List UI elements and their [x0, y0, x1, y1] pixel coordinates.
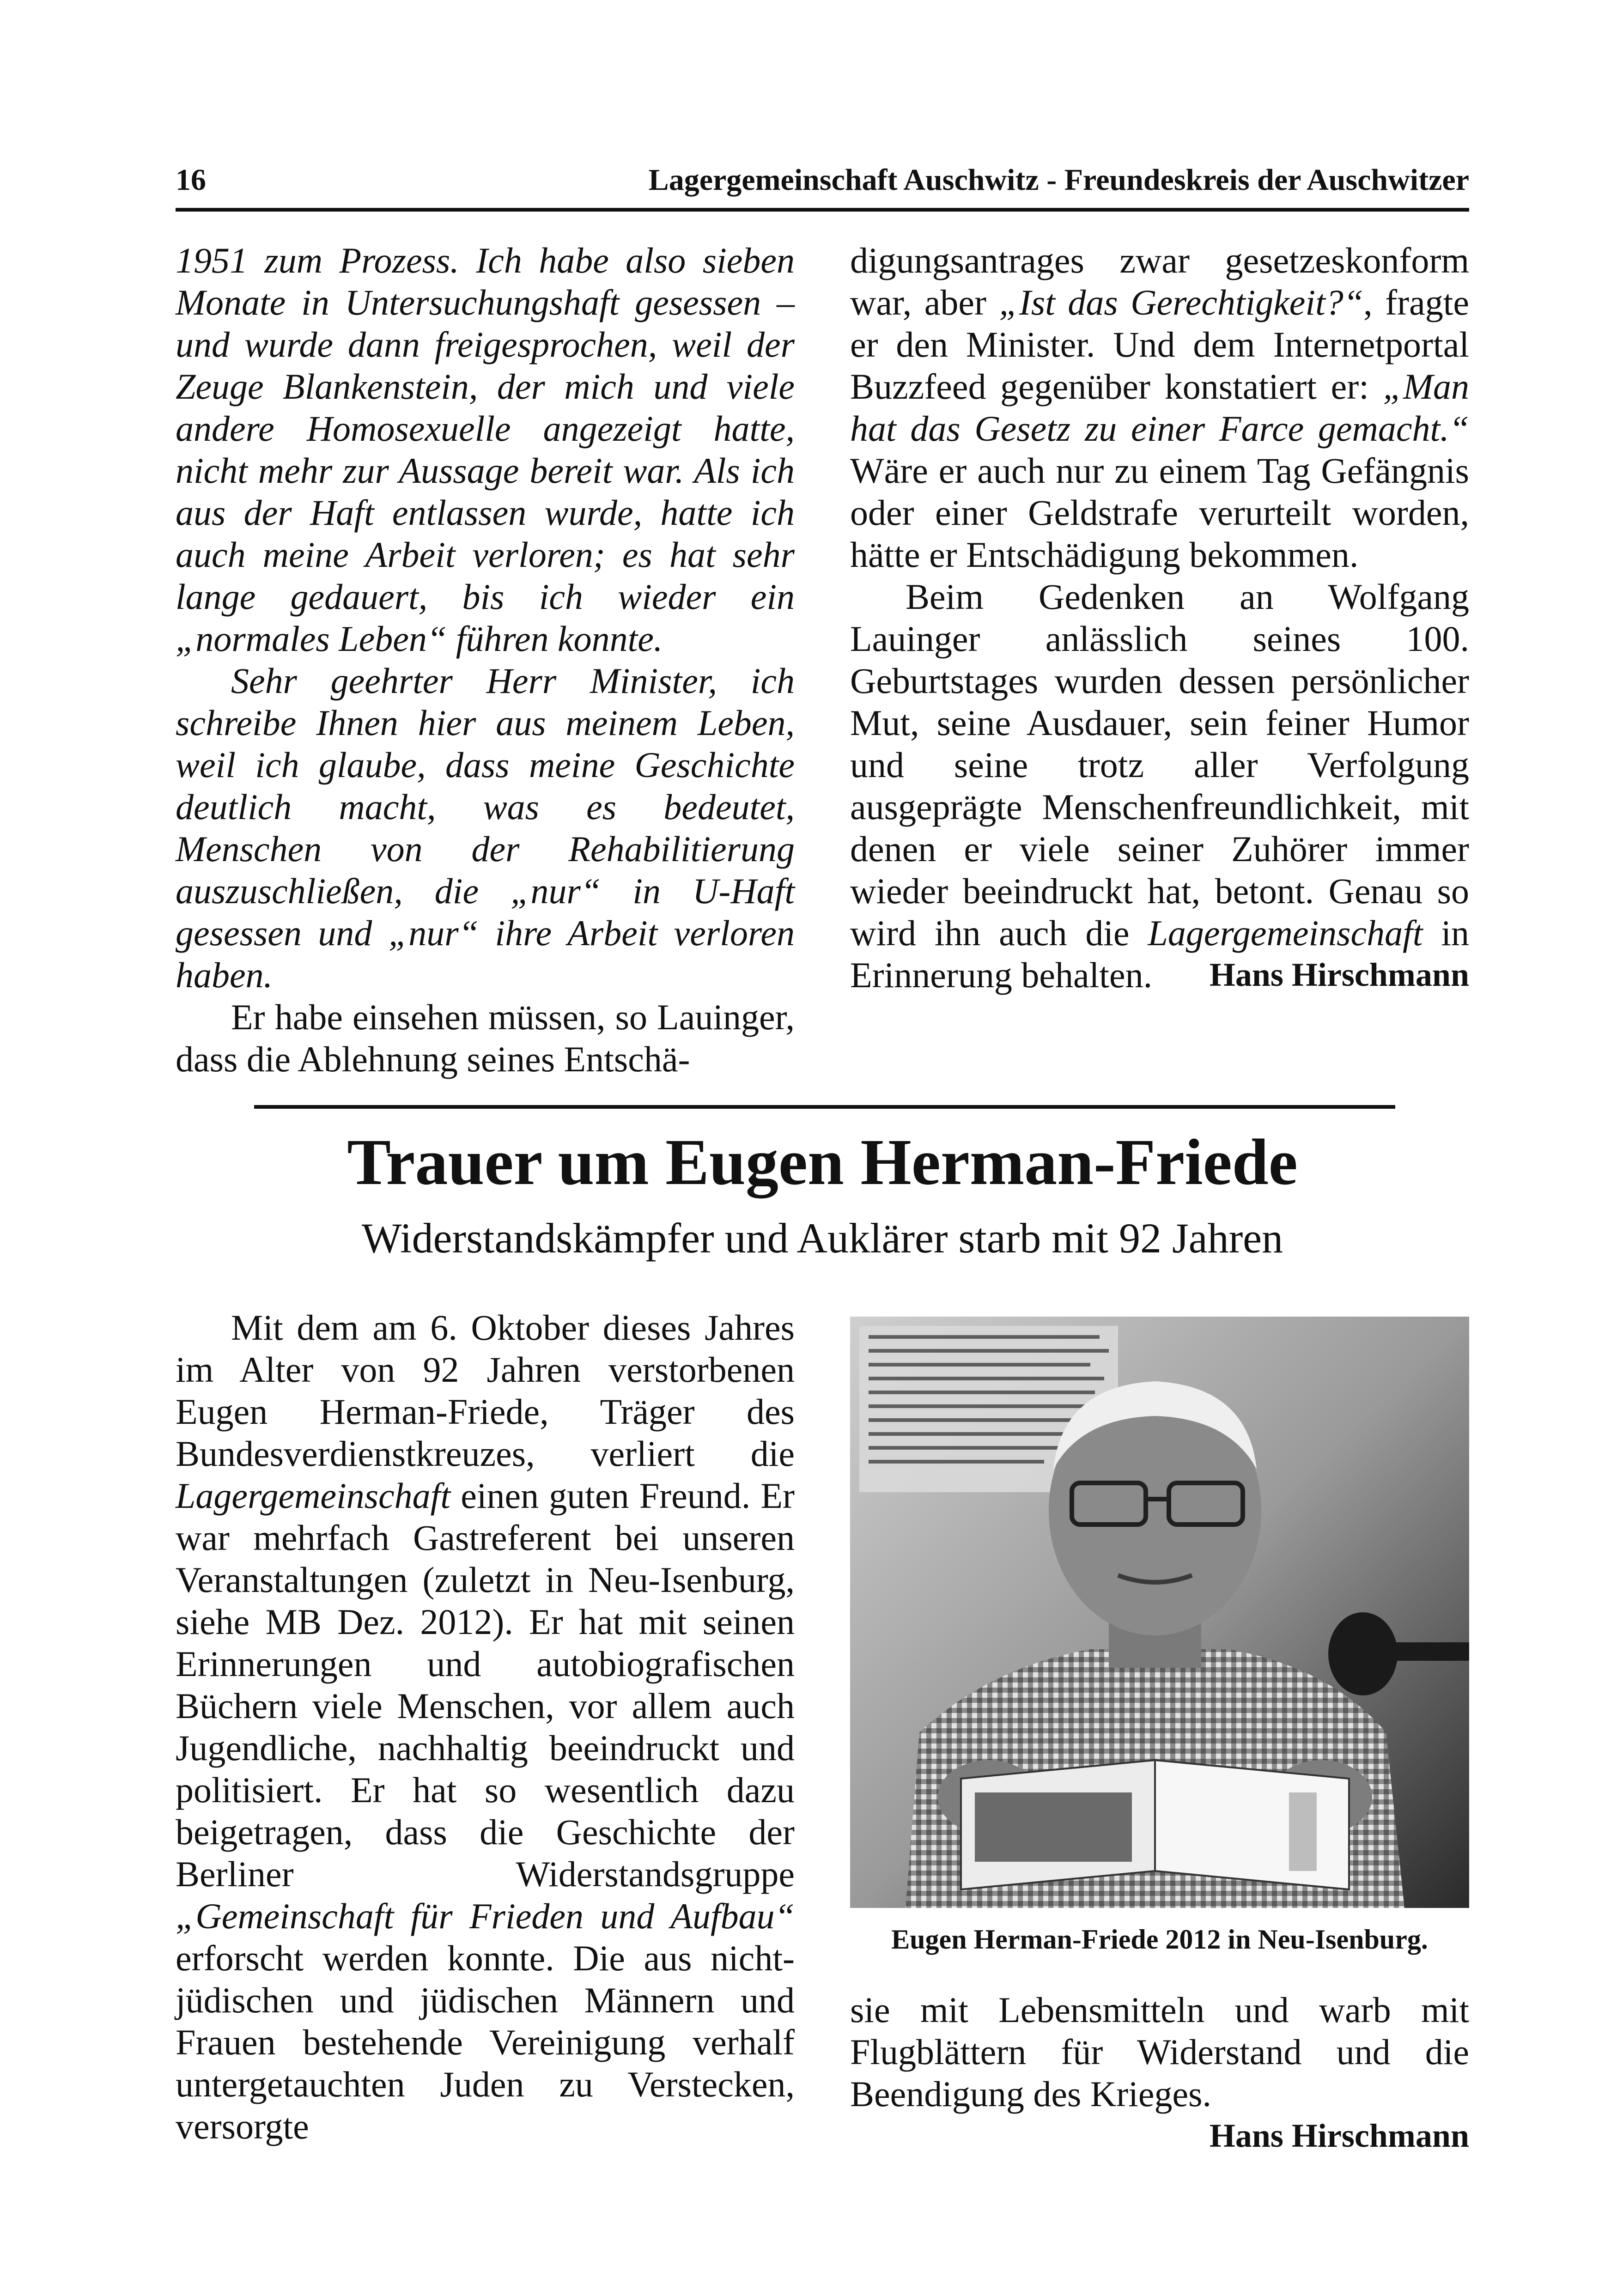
text-run: , fragte er den Minister. Und dem Internetportal Buzzfeed gegenüber konstatiert er:	[850, 282, 1469, 407]
text-run: Wäre er auch nur zu einem Tag Gefängnis oder einer Geldstrafe verurteilt worden, hätte er Entschädigung bekommen.	[850, 450, 1469, 575]
photo-caption: Eugen Herman-Friede 2012 in Neu-Isenburg.	[891, 1924, 1428, 1955]
article1-right-paragraph	[850, 576, 1469, 996]
open-book	[961, 1760, 1349, 1889]
article1-right-paragraph	[850, 239, 1469, 576]
text-run: einen guten Freund. Er war mehrfach Gastreferent bei unseren Veranstaltungen (zuletzt in Neu-Isenburg, siehe MB Dez. 2012). Er hat mit seinen Erinnerungen und autobiografischen Büchern viele Menschen, vor allem auch Jugendliche, nachhaltig beeindruckt und politisiert. Er hat so wesentlich dazu beigetragen, dass die Geschichte der Berliner Widerstandsgruppe	[176, 1476, 795, 1894]
article1-right-column	[850, 239, 1469, 996]
article-headline: Trauer um Eugen Herman-Friede	[347, 1125, 1298, 1198]
quote-run: „Man hat das Gesetz zu einer Farce gemacht.“	[850, 366, 1469, 449]
article2-right-paragraph	[850, 1989, 1469, 2154]
article2-right-column	[850, 1989, 1469, 2157]
article-subheadline: Widerstandskämpfer und Auklärer starb mit 92 Jahren	[361, 1215, 1283, 1262]
article1-left-paragraph: 1951 zum Prozess. Ich habe also sieben Monate in Untersuchungshaft gesessen – und wurde dann freigesprochen, weil der Zeuge Blankenstein, der mich und viele andere Homosexuelle angezeigt hatte, nicht mehr zur Aussage bereit war. Als ich aus der Haft entlassen wurde, hatte ich auch meine Arbeit verloren; es hat sehr lange gedauert, bis ich wieder ein „normales Leben“ führen konnte.	[176, 240, 795, 659]
article2-left-column	[176, 1306, 795, 2147]
article2-left-paragraph	[176, 1306, 795, 2147]
quote-run: „Ist das Gerechtigkeit?“	[999, 282, 1364, 322]
article1-left-paragraph: Sehr geehrter Herr Minister, ich schreibe Ihnen hier aus meinem Leben, weil ich glaube, dass meine Geschichte deutlich macht, was es bedeutet, Menschen von der Rehabilitierung auszuschließen, die „nur“ in U-Haft gesessen und „nur“ ihre Arbeit verloren haben.	[176, 661, 795, 995]
text-run: erforscht werden konnte. Die aus nicht-jüdischen und jüdischen Männern und Frauen bestehende Vereinigung verhalf untergetauchten Juden zu Verstecken, versorgte	[176, 1938, 795, 2146]
publication-title: Lagergemeinschaft Auschwitz - Freundeskreis der Auschwitzer	[648, 163, 1469, 197]
author-signature: Hans Hirschmann	[1209, 956, 1469, 993]
italic-run: „Gemeinschaft für Frieden und Aufbau“	[176, 1896, 795, 1936]
text-run: Beim Gedenken an Wolfgang Lauinger anlässlich seines 100. Geburtstages wurden dessen persönlicher Mut, seine Ausdauer, sein feiner Humor und seine trotz aller Verfolgung ausgeprägte Menschenfreundlichkeit, mit denen er viele seiner Zuhörer immer wieder beeindruckt hat, betont. Genau so wird ihn auch die	[850, 577, 1469, 953]
italic-run: Lagergemeinschaft	[176, 1476, 451, 1516]
text-run: sie mit Lebensmitteln und warb mit Flugblättern für Widerstand und die Beendigung des Krieges.	[850, 1990, 1469, 2114]
text-run: in Erinnerung behalten.	[850, 913, 1469, 995]
header-divider	[176, 208, 1469, 212]
article-divider	[254, 1105, 1395, 1109]
text-run: Mit dem am 6. Oktober dieses Jahres im Alter von 92 Jahren verstorbenen Eugen Herman-Friede, Träger des Bundesverdienstkreuzes, verliert die	[176, 1307, 795, 1474]
portrait-photo	[850, 1317, 1469, 1908]
article1-left-paragraph: Er habe einsehen müssen, so Lauinger, dass die Ablehnung seines Entschä-	[176, 997, 795, 1079]
page-number: 16	[176, 163, 206, 197]
text-run: digungsantrages zwar gesetzeskonform war, aber	[850, 240, 1469, 322]
photo-illustration	[850, 1317, 1469, 1908]
article1-left-column	[176, 239, 795, 1080]
italic-run: Lagergemeinschaft	[1148, 913, 1423, 953]
author-signature: Hans Hirschmann	[1209, 2117, 1469, 2154]
